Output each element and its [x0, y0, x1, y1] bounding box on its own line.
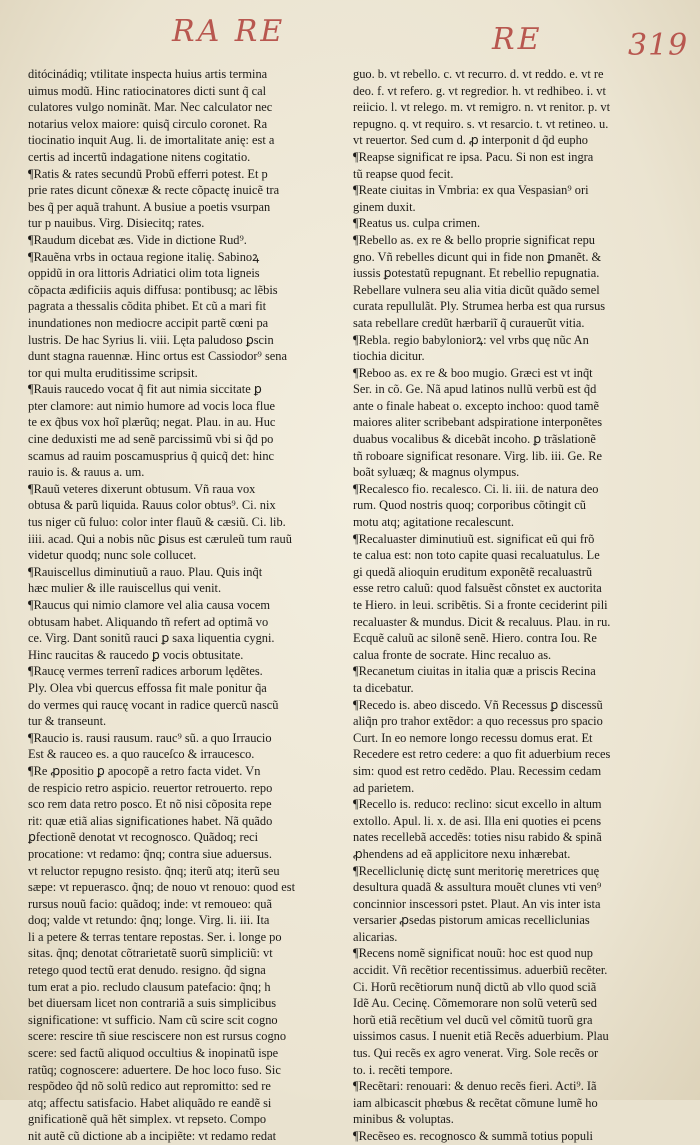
text-line: pagrata a thessalis cõdita phibet. Et cũ a mari fit: [28, 299, 267, 314]
text-line: curata repullulãt. Ply. Strumea herba est qua rursus: [353, 299, 606, 314]
text-line: sæpe: vt repuerasco. q̃nq; de nouo vt renouo: quod est: [28, 880, 296, 895]
text-line: tũ reapse quod fecit.: [353, 166, 454, 181]
text-line: vt reluctor repugno resisto. q̃nq; iterũ atq; iterũ seu: [28, 863, 280, 878]
text-line: ¶Rauis raucedo vocat q̃ fit aut nimia siccitate ꝑ: [28, 382, 262, 397]
text-line: pter clamore: aut nimio humore ad vocis loca flue: [28, 398, 276, 413]
text-line: ¶Raudum dicebat æs. Vide in dictione Rud⁹.: [28, 232, 247, 247]
text-line: desultura quadã & assultura mouẽt clunes vti ven⁹: [353, 880, 602, 895]
text-line: Hinc raucitas & raucedo ꝑ vocis obtusitate.: [28, 647, 244, 662]
text-line: prie rates dicunt cõnexæ & recte cõpactę inuicẽ tra: [28, 183, 280, 198]
text-line: li a petere & terras tentare repostas. Ser. i. longe po: [28, 929, 282, 944]
text-line: ginem duxit.: [353, 199, 416, 214]
text-line: ta dicebatur.: [353, 680, 414, 695]
text-line: hæc mulier & ille rauiscellus qui venit.: [28, 581, 222, 596]
text-line: ¶Rebello as. ex re & bello proprie significat repu: [353, 232, 595, 247]
text-line: gno. Vñ rebelles dicunt qui in fide non ꝑmanẽt. &: [353, 249, 602, 264]
text-line: extollo. Apul. li. x. de asi. Illa eni quoties ei pcens: [353, 813, 602, 828]
text-line: tus. Qui recẽs ex agro venerat. Virg. Sole recẽs or: [353, 1046, 599, 1061]
text-line: tor qui multa eruditissime scripsit.: [28, 365, 198, 380]
text-line: ¶Recalesco fio. recalesco. Ci. li. iii. de natura deo: [353, 481, 599, 496]
text-line: bes q̃ per aquã trahunt. A busiue a poetis vsurpan: [28, 199, 271, 214]
text-line: de respicio retro aspicio. reuertor retrouerto. repo: [28, 780, 273, 795]
text-line: ¶Reate ciuitas in Vmbria: ex qua Vespasian⁹ ori: [353, 183, 589, 198]
text-line: gi quedã alioquin eruditum exponẽtẽ recaluastrũ: [353, 564, 593, 579]
text-line: esse retro caluũ: quod falsuẽst cõnstet ex auctorita: [353, 581, 602, 596]
text-line: ¶Rebla. regio babyloniorꝝ: vel vrbs quę nũc An: [353, 332, 589, 347]
text-line: tum erat a pio. recludo clausum patefacio: q̃nq; h: [28, 979, 271, 994]
text-line: rauio is. & rauus a. um.: [28, 465, 145, 480]
text-line: ¶Recẽtari: renouari: & denuo recẽs fieri. Acti⁹. Iã: [353, 1079, 597, 1094]
text-line: tur & transeunt.: [28, 714, 107, 729]
text-line: vt reuertor. Sed cum d. ꝓ interponit d q̃d eupho: [353, 133, 588, 148]
text-line: concinnior inscessori pstet. Plaut. An vis inter ista: [353, 896, 601, 911]
text-line: te calua est: non toto capite quasi recaluatulus. Le: [353, 548, 600, 563]
text-line: minibus & voluptas.: [353, 1112, 454, 1127]
text-line: ¶Recello is. reduco: reclino: sicut excello in altum: [353, 797, 602, 812]
folio-number: 319: [628, 28, 689, 63]
text-line: deo. f. vt refero. g. vt regredior. h. vt redhibeo. i. vt: [353, 83, 606, 98]
text-line: nit autẽ cũ dictione ab a incipiẽte: vt redamo redat: [28, 1129, 277, 1143]
text-line: sitas. q̃nq; denotat cõtrarietatẽ suorũ simpliciũ: vt: [28, 946, 273, 961]
text-line: tñ roboare significat resonare. Virg. lib. iii. Ge. Re: [353, 448, 602, 463]
text-line: ¶Recens nomẽ significat nouũ: hoc est quod nup: [353, 946, 593, 961]
left-text-column: [28, 66, 330, 1145]
text-line: ¶Recedo is. abeo discedo. Vñ Recessus ꝑ discessũ: [353, 697, 603, 712]
running-head-left: RA RE: [172, 14, 286, 49]
text-line: te ex q̃bus vox hoĩ plærũq; negat. Plau. in au. Huc: [28, 415, 276, 430]
text-line: recaluaster & mundus. Dicit & recaluus. Plau. in ru.: [353, 614, 611, 629]
text-line: calua fronte de socrate. Hinc recaluo as.: [353, 647, 552, 662]
text-line: Rebellare vulnera seu alia vitia dicũt quãdo semel: [353, 282, 600, 297]
text-line: atq; affectu satisfacio. Habet aliquãdo re eandẽ si: [28, 1095, 272, 1110]
text-line: bet diuersam licet non contrariã a suis simplicibus: [28, 996, 277, 1011]
text-line: dunt stagna rauennæ. Hinc ortus est Cassiodor⁹ sena: [28, 349, 287, 364]
text-line: accidit. Vñ recẽtior recentissimus. aduerbiũ recẽter.: [353, 963, 608, 978]
text-line: rum. Quod nostris quoq; corporibus cõtingit cũ: [353, 498, 586, 513]
text-line: maiores aliter scribebant adspiratione interponẽtes: [353, 415, 603, 430]
text-line: notarius velox maiore: quisq̃ circulo coronet. Ra: [28, 116, 268, 131]
text-line: Curt. In eo nemore longo recessu domus erat. Et: [353, 730, 593, 745]
text-line: ¶Raucus qui nimio clamore vel alia causa vocem: [28, 598, 270, 612]
text-line: do vermes qui raucę vocant in radice quercũ nascũ: [28, 697, 279, 712]
text-line: retego quod tectũ erat denudo. resigno. q̃d signa: [28, 963, 266, 978]
text-line: ¶Re ꝓpositio ꝑ apocopẽ a retro facta videt. Vn: [28, 763, 261, 778]
text-line: versarier ꝓsedas pistorum amicas recelliclunias: [353, 913, 590, 928]
text-line: ꝑfectionẽ denotat vt recognosco. Quãdoq; reci: [28, 830, 259, 845]
text-line: iam albicascit phœbus & recẽtat cõmune lumẽ ho: [353, 1095, 598, 1110]
text-line: ratũq; cognoscere: aduertere. De hoc loco fuso. Sic: [28, 1062, 281, 1077]
text-line: cõpacta ædificiis aquis diffusa: pontibusq; ac lẽbis: [28, 282, 278, 297]
text-line: iiii. acad. Qui a nobis nũc ꝑisus est cæruleũ tum rauũ: [28, 531, 292, 546]
text-line: ¶Recelliclunię dictę sunt meritorię meretrices quę: [353, 863, 600, 878]
text-line: respõdeo q̃d nõ solũ redico aut repromitto: sed re: [28, 1079, 271, 1094]
text-line: sim: quod est retro cedẽdo. Plau. Recessim cedam: [353, 763, 602, 778]
text-line: scere: sed factũ aliquod occultius & inopinatũ ispe: [28, 1046, 279, 1061]
text-line: Ser. in cõ. Ge. Nã apud latinos nullũ verbũ est q̃d: [353, 382, 597, 397]
text-line: duabus vocalibus & dicebãt incoho. ꝑ trãslationẽ: [353, 432, 596, 447]
text-line: sata rebellare credũt hærbariĩ q̃ curauerũt vitia.: [353, 315, 585, 330]
text-line: obtusam habet. Aliquando tñ refert ad optimã vo: [28, 614, 269, 629]
text-line: certis ad incertũ indagatione nitens cogitatio.: [28, 149, 251, 164]
text-line: scere: rescire tñ siue resciscere non est rursus cogno: [28, 1029, 287, 1044]
text-line: nates recellebã accedẽs: toties nisu rabido & spinã: [353, 830, 602, 845]
text-line: tus niger cũ fuluo: color inter flauũ & cæsiũ. Ci. lib.: [28, 515, 286, 530]
text-line: Est & rauceo es. a quo rauceſco & irraucesco.: [28, 747, 255, 762]
text-line: significatione: vt sufficio. Nam cũ scire scit cogno: [28, 1012, 278, 1027]
text-line: ¶Raucio is. rausi rausum. rauc⁹ sũ. a quo Irraucio: [28, 730, 272, 745]
text-line: guo. b. vt rebello. c. vt recurro. d. vt reddo. e. vt re: [353, 67, 604, 81]
text-line: Ci. Horũ recẽtiorum nunq̃ dictũ ab vllo quod sciã: [353, 979, 597, 994]
running-head-right: RE: [492, 22, 543, 57]
text-line: Idẽ Au. Cecinę. Cõmemorare non solũ veterũ sed: [353, 996, 597, 1011]
text-line: te Hiero. in leui. scribẽtis. Si a fronte ceciderint pili: [353, 598, 608, 612]
text-line: ce. Virg. Dant sonitũ rauci ꝑ saxa liquentia cygni.: [28, 631, 275, 646]
text-line: ¶Rauũ veteres dixerunt obtusum. Vñ raua vox: [28, 481, 256, 496]
text-line: ¶Ratis & rates secundũ Probũ efferri potest. Et p: [28, 166, 268, 181]
text-line: ¶Raucę vermes terrenĩ radices arborum lędẽtes.: [28, 664, 263, 679]
right-text-column: [353, 66, 655, 1145]
text-line: uimus modũ. Hinc ratiocinatores dicti sunt q̃ cal: [28, 83, 267, 98]
text-line: obtusa & parũ liquida. Rauus color obtus⁹. Ci. nix: [28, 498, 276, 513]
text-line: ¶Reboo as. ex re & boo mugio. Græci est vt inq̃t: [353, 365, 593, 380]
text-line: Recedere est retro cedere: a quo fit aduerbium reces: [353, 747, 611, 762]
text-line: uissimos casus. I nuenit etiã Recẽs aduerbium. Plau: [353, 1029, 609, 1044]
text-line: ¶Recanetum ciuitas in italia quæ a priscis Recina: [353, 664, 596, 679]
text-line: rursus nouũ facio: quãdoq; inde: vt remoueo: quã: [28, 896, 272, 911]
text-line: ad parietem.: [353, 780, 415, 795]
text-line: ¶Recẽseo es. recognosco & summã totius populi: [353, 1129, 593, 1143]
text-line: sco rem data retro posco. Et nõ nisi cõposita repe: [28, 797, 272, 812]
text-line: procatione: vt redamo: q̃nq; contra siue aduersus.: [28, 846, 272, 861]
text-line: boãt syluæq; & magnus olympus.: [353, 465, 520, 480]
text-line: tur p nauibus. Virg. Disiecitq; rates.: [28, 216, 205, 231]
text-line: tiocinatio inquit Aug. li. de imortalitate anię: est a: [28, 133, 275, 148]
text-line: oppidũ in ora littoris Adriatici olim tota ligneis: [28, 266, 260, 281]
text-line: ꝓhendens ad eã applicitore nexu inhærebat.: [353, 846, 571, 861]
text-line: horũ etiã recẽtium vel ducũ vel cõmitũ tuorũ gra: [353, 1012, 593, 1027]
text-line: videtur quodq; nunc sole collucet.: [28, 548, 197, 563]
text-line: Ply. Olea vbi quercus effossa fit male ponitur q̃a: [28, 680, 267, 695]
text-line: ¶Reapse significat re ipsa. Pacu. Si non est ingra: [353, 149, 594, 164]
text-line: tiochia dicitur.: [353, 349, 425, 364]
text-line: repugno. q. vt requiro. s. vt resarcio. t. vt retineo. u.: [353, 116, 609, 131]
text-line: to. i. recẽti tempore.: [353, 1062, 453, 1077]
text-line: Ecquẽ caluũ ac silonẽ senẽ. Hiero. contra Iou. Re: [353, 631, 597, 646]
text-line: gnificationẽ quã hẽt simplex. vt repseto. Compo: [28, 1112, 267, 1127]
text-line: ¶Reatus us. culpa crimen.: [353, 216, 481, 231]
text-line: motu atq; agitatione recalescunt.: [353, 515, 515, 530]
text-line: aliq̃n pro trahor extẽdor: a quo recessus pro spacio: [353, 714, 603, 729]
text-line: iussis ꝑotestatũ repugnant. Et rebellio repugnatia.: [353, 266, 600, 281]
text-line: lustris. De hac Syrius li. viii. Lęta paludoso ꝑscin: [28, 332, 274, 347]
text-line: alicarias.: [353, 929, 398, 944]
text-line: ¶Rauiscellus diminutiuũ a rauo. Plau. Quis inq̃t: [28, 564, 263, 579]
text-line: ¶Rauẽna vrbs in octaua regione italię. Sabinoꝝ: [28, 249, 260, 264]
text-line: ante o finale habeat o. excepto inchoo: quod tamẽ: [353, 398, 599, 413]
text-line: cine deduxisti me ad senẽ parcissimũ vbi si q̃d po: [28, 432, 274, 447]
text-line: reiicio. l. vt relego. m. vt remigro. n. vt renitor. p. vt: [353, 100, 611, 115]
text-line: scamus ad rauim poscamusprius q̃ quicq̃ det: hinc: [28, 448, 275, 463]
text-line: rit: quæ etiã alias significationes habet. Nã quãdo: [28, 813, 273, 828]
text-line: ¶Recaluaster diminutiuũ est. significat eũ qui frõ: [353, 531, 595, 546]
text-line: culatores vulgo nominãt. Mar. Nec calculator nec: [28, 100, 273, 115]
text-line: ditócinádiq; vtilitate inspecta huius artis termina: [28, 67, 268, 81]
text-line: inundationes non mediocre accipit partẽ cœni pa: [28, 315, 269, 330]
text-line: doq; valde vt retundo: q̃nq; longe. Virg. li. iii. Ita: [28, 913, 270, 928]
